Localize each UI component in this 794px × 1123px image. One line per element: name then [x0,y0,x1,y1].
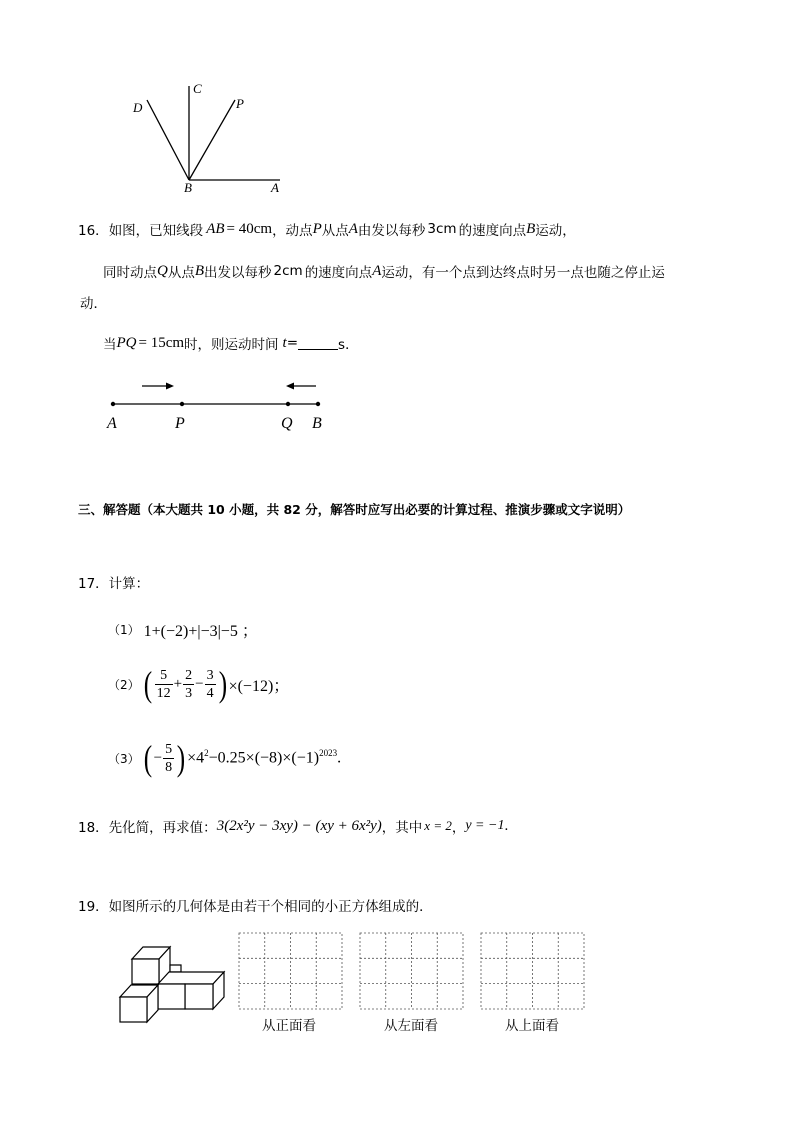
segment-figure [100,375,335,435]
q18-text: ，其中 [381,820,423,836]
caption-top-view: 从上面看 [505,1018,559,1034]
seg-label-b: B [312,415,322,432]
q18-end: . [504,817,509,834]
right-paren: ) [176,738,186,778]
q17-part3 [108,740,341,776]
q19-text: 19．如图所示的几何体是由若干个相同的小正方体组成的． [78,899,433,915]
q16-a: A [372,262,382,279]
q16-text: 时，则运动时间 [184,337,279,353]
q16-pq-val: = 15cm [138,334,185,351]
operator: − [195,675,204,692]
seg-label-q: Q [281,415,293,432]
q16-speed2: 2cm [273,263,303,279]
q18-expression: 3(2x²y − 3xy) − (xy + 6x²y) [216,817,382,834]
q16-speed1: 3cm [427,221,457,237]
part-label: （2） [108,677,140,692]
expression: ×(−12)； [228,677,290,695]
label-c: C [193,81,202,96]
expression: $\times 4^2-0.25\times(-8)\times(-1)^{2023}$. [187,748,342,767]
q16-text: 由发以每秒 [357,223,426,239]
grid-top-view [480,932,586,1011]
fraction: $\frac{5}{8}$ [165,741,173,775]
label-d: D [133,100,143,115]
q16-text: 同时动点 [103,265,157,281]
fraction: $\frac{2}{3}$ [185,667,193,701]
q16-text: 出发以每秒 [204,265,272,281]
answer-blank [298,337,338,350]
q18-y: y = −1 [465,818,505,833]
q16-p: P [312,220,322,237]
seg-label-a: A [107,415,117,432]
label-p: P [236,96,244,111]
q16-q: Q [157,262,168,279]
fraction: $\frac{5}{12}$ [156,667,171,701]
part-label: （3） [108,751,140,766]
q16-t: t [282,334,287,351]
fraction: $\frac{3}{4}$ [206,667,214,701]
q16-b: B [526,220,536,237]
label-b: B [184,180,192,195]
q16-number: 16． [78,223,109,239]
q16-line2 [103,261,665,281]
q16-a: A [348,220,358,237]
part-label: （1） [108,623,140,637]
q16-text: 如图，已知线段 [108,223,204,239]
section-title: 三、解答题（本大题共 10 小题，共 82 分，解答时应写出必要的计算过程、推演步骤或文字说明） [78,502,631,517]
q17-part2 [108,666,289,702]
caption-left-view: 从左面看 [384,1018,438,1034]
q16-unit: s． [338,337,359,353]
q17-title: 17．计算： [78,576,150,592]
q16-text: ，动点 [272,223,313,239]
q18-text: 18．先化简，再求值： [78,820,217,836]
q18-x: x = 2 [424,818,452,833]
q16-text: 的速度向点 [458,223,527,239]
grid-left-view [359,932,465,1011]
left-paren: ( [143,738,152,778]
q18-text: ， [451,820,466,836]
operator: − [153,749,163,766]
left-paren: ( [143,664,152,704]
q16-text: 运动， [535,223,576,239]
q16-text: 从点 [321,223,349,239]
q16-text: 运动，有一个点到达终点时另一点也随之停止运 [381,265,665,281]
q16-eq: = [286,335,299,351]
seg-label-p: P [175,415,185,432]
q16-line3: 动． [80,296,107,312]
q16-pq: PQ [116,334,137,351]
q16-text: 当 [103,337,117,353]
angle-figure [125,78,290,196]
q16-line4 [103,333,359,353]
right-paren: ) [218,664,227,704]
expression: 1+(−2)+|−3|−5 ； [143,623,258,640]
q16-b: B [194,262,205,279]
q16-ab: AB [206,220,225,237]
q17-part1 [108,618,258,641]
cube-figure [115,937,230,1027]
operator: + [173,675,183,692]
q16-ab-val: = 40cm [226,220,273,237]
q16-text: 从点 [167,265,195,281]
q18-line [78,816,508,836]
caption-front-view: 从正面看 [262,1018,316,1034]
label-a: A [271,180,279,195]
q16-line1 [78,219,576,239]
q16-text: 的速度向点 [304,265,373,281]
grid-front-view [238,932,344,1011]
